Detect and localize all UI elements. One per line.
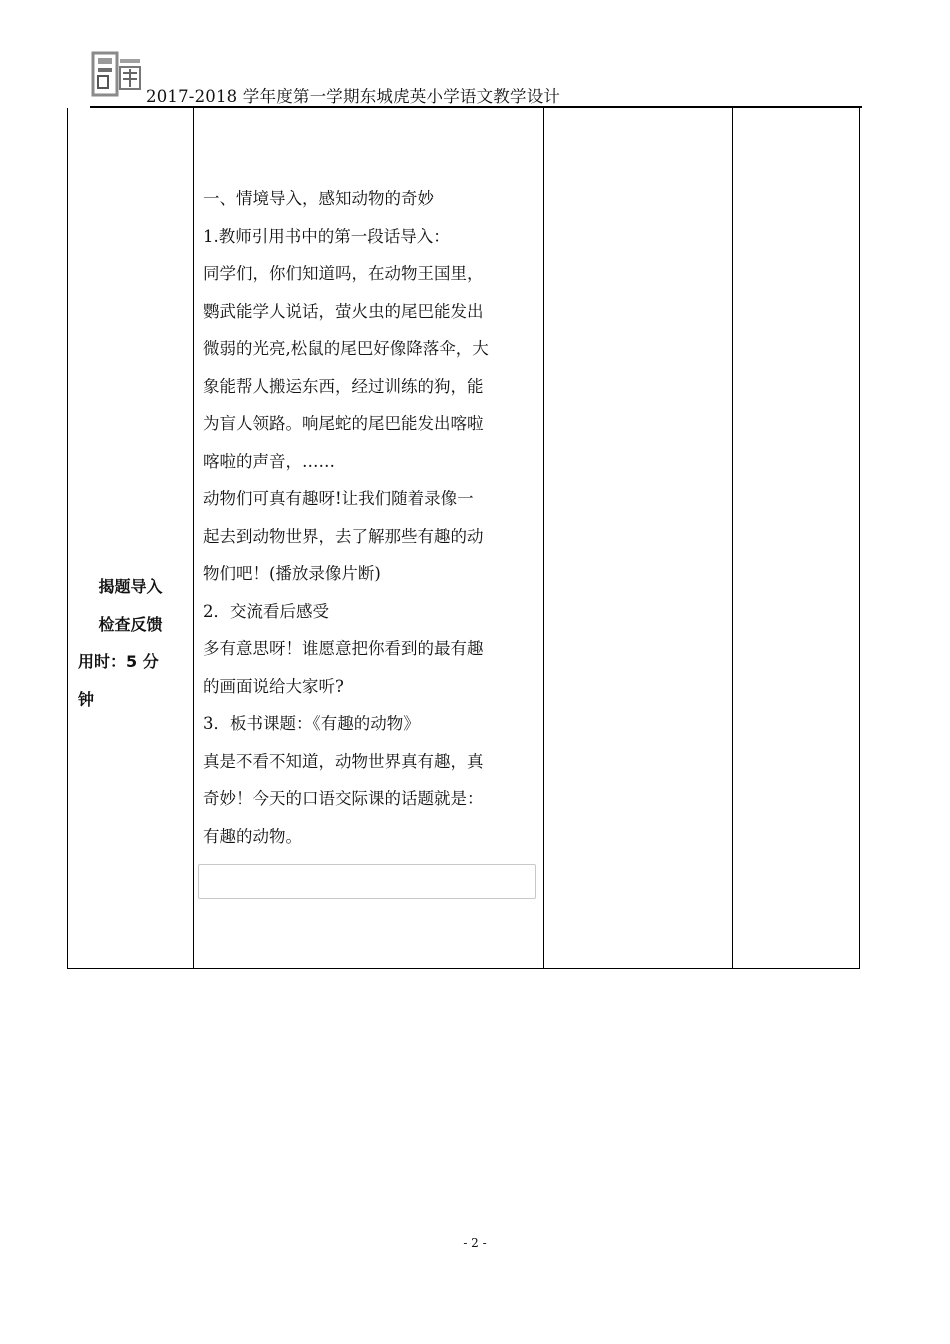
content-line: 一、情境导入，感知动物的奇妙 bbox=[203, 189, 434, 208]
document-header-title: 2017-2018 学年度第一学期东城虎英小学语文教学设计 bbox=[146, 87, 561, 106]
stage-label-line: 揭题导入 bbox=[98, 577, 163, 596]
content-line: 有趣的动物。 bbox=[203, 826, 302, 846]
content-line: 为盲人领路。响尾蛇的尾巴能发出喀啦 bbox=[203, 414, 484, 433]
stage-label-line: 检查反馈 bbox=[98, 614, 163, 634]
page-number: - 2 - bbox=[463, 1236, 487, 1250]
content-line: 物们吧！(播放录像片断) bbox=[203, 564, 381, 583]
content-line: 同学们，你们知道吗，在动物王国里， bbox=[203, 264, 484, 283]
content-line: 喀啦的声音，…… bbox=[203, 451, 335, 471]
school-logo-seal bbox=[89, 49, 145, 99]
content-line: 象能帮人搬运东西，经过训练的狗，能 bbox=[203, 376, 484, 396]
content-line: 奇妙！今天的口语交际课的话题就是： bbox=[203, 789, 484, 808]
content-line: 1.教师引用书中的第一段话导入： bbox=[203, 226, 450, 246]
content-line: 真是不看不知道，动物世界真有趣，真 bbox=[203, 751, 484, 771]
column-divider-3 bbox=[732, 108, 733, 968]
lesson-table bbox=[67, 108, 860, 969]
stage-label-cell bbox=[68, 568, 193, 718]
content-line: 的画面说给大家听? bbox=[203, 676, 344, 696]
content-line: 多有意思呀！谁愿意把你看到的最有趣 bbox=[203, 639, 484, 658]
empty-text-box[interactable] bbox=[198, 864, 536, 899]
content-line: 3．板书课题：《有趣的动物》 bbox=[203, 714, 420, 733]
stage-duration-line: 钟 bbox=[78, 689, 95, 709]
column-divider-1 bbox=[193, 108, 194, 968]
column-divider-2 bbox=[543, 108, 544, 968]
teaching-content-cell bbox=[203, 180, 543, 855]
content-line: 起去到动物世界，去了解那些有趣的动 bbox=[203, 526, 484, 546]
content-line: 微弱的光亮,松鼠的尾巴好像降落伞，大 bbox=[203, 339, 489, 358]
content-line: 鹦武能学人说话，萤火虫的尾巴能发出 bbox=[203, 301, 484, 321]
content-line: 动物们可真有趣呀!让我们随着录像一 bbox=[203, 489, 474, 508]
stage-duration-line: 用时：5 分 bbox=[78, 652, 159, 671]
content-line: 2．交流看后感受 bbox=[203, 601, 329, 621]
